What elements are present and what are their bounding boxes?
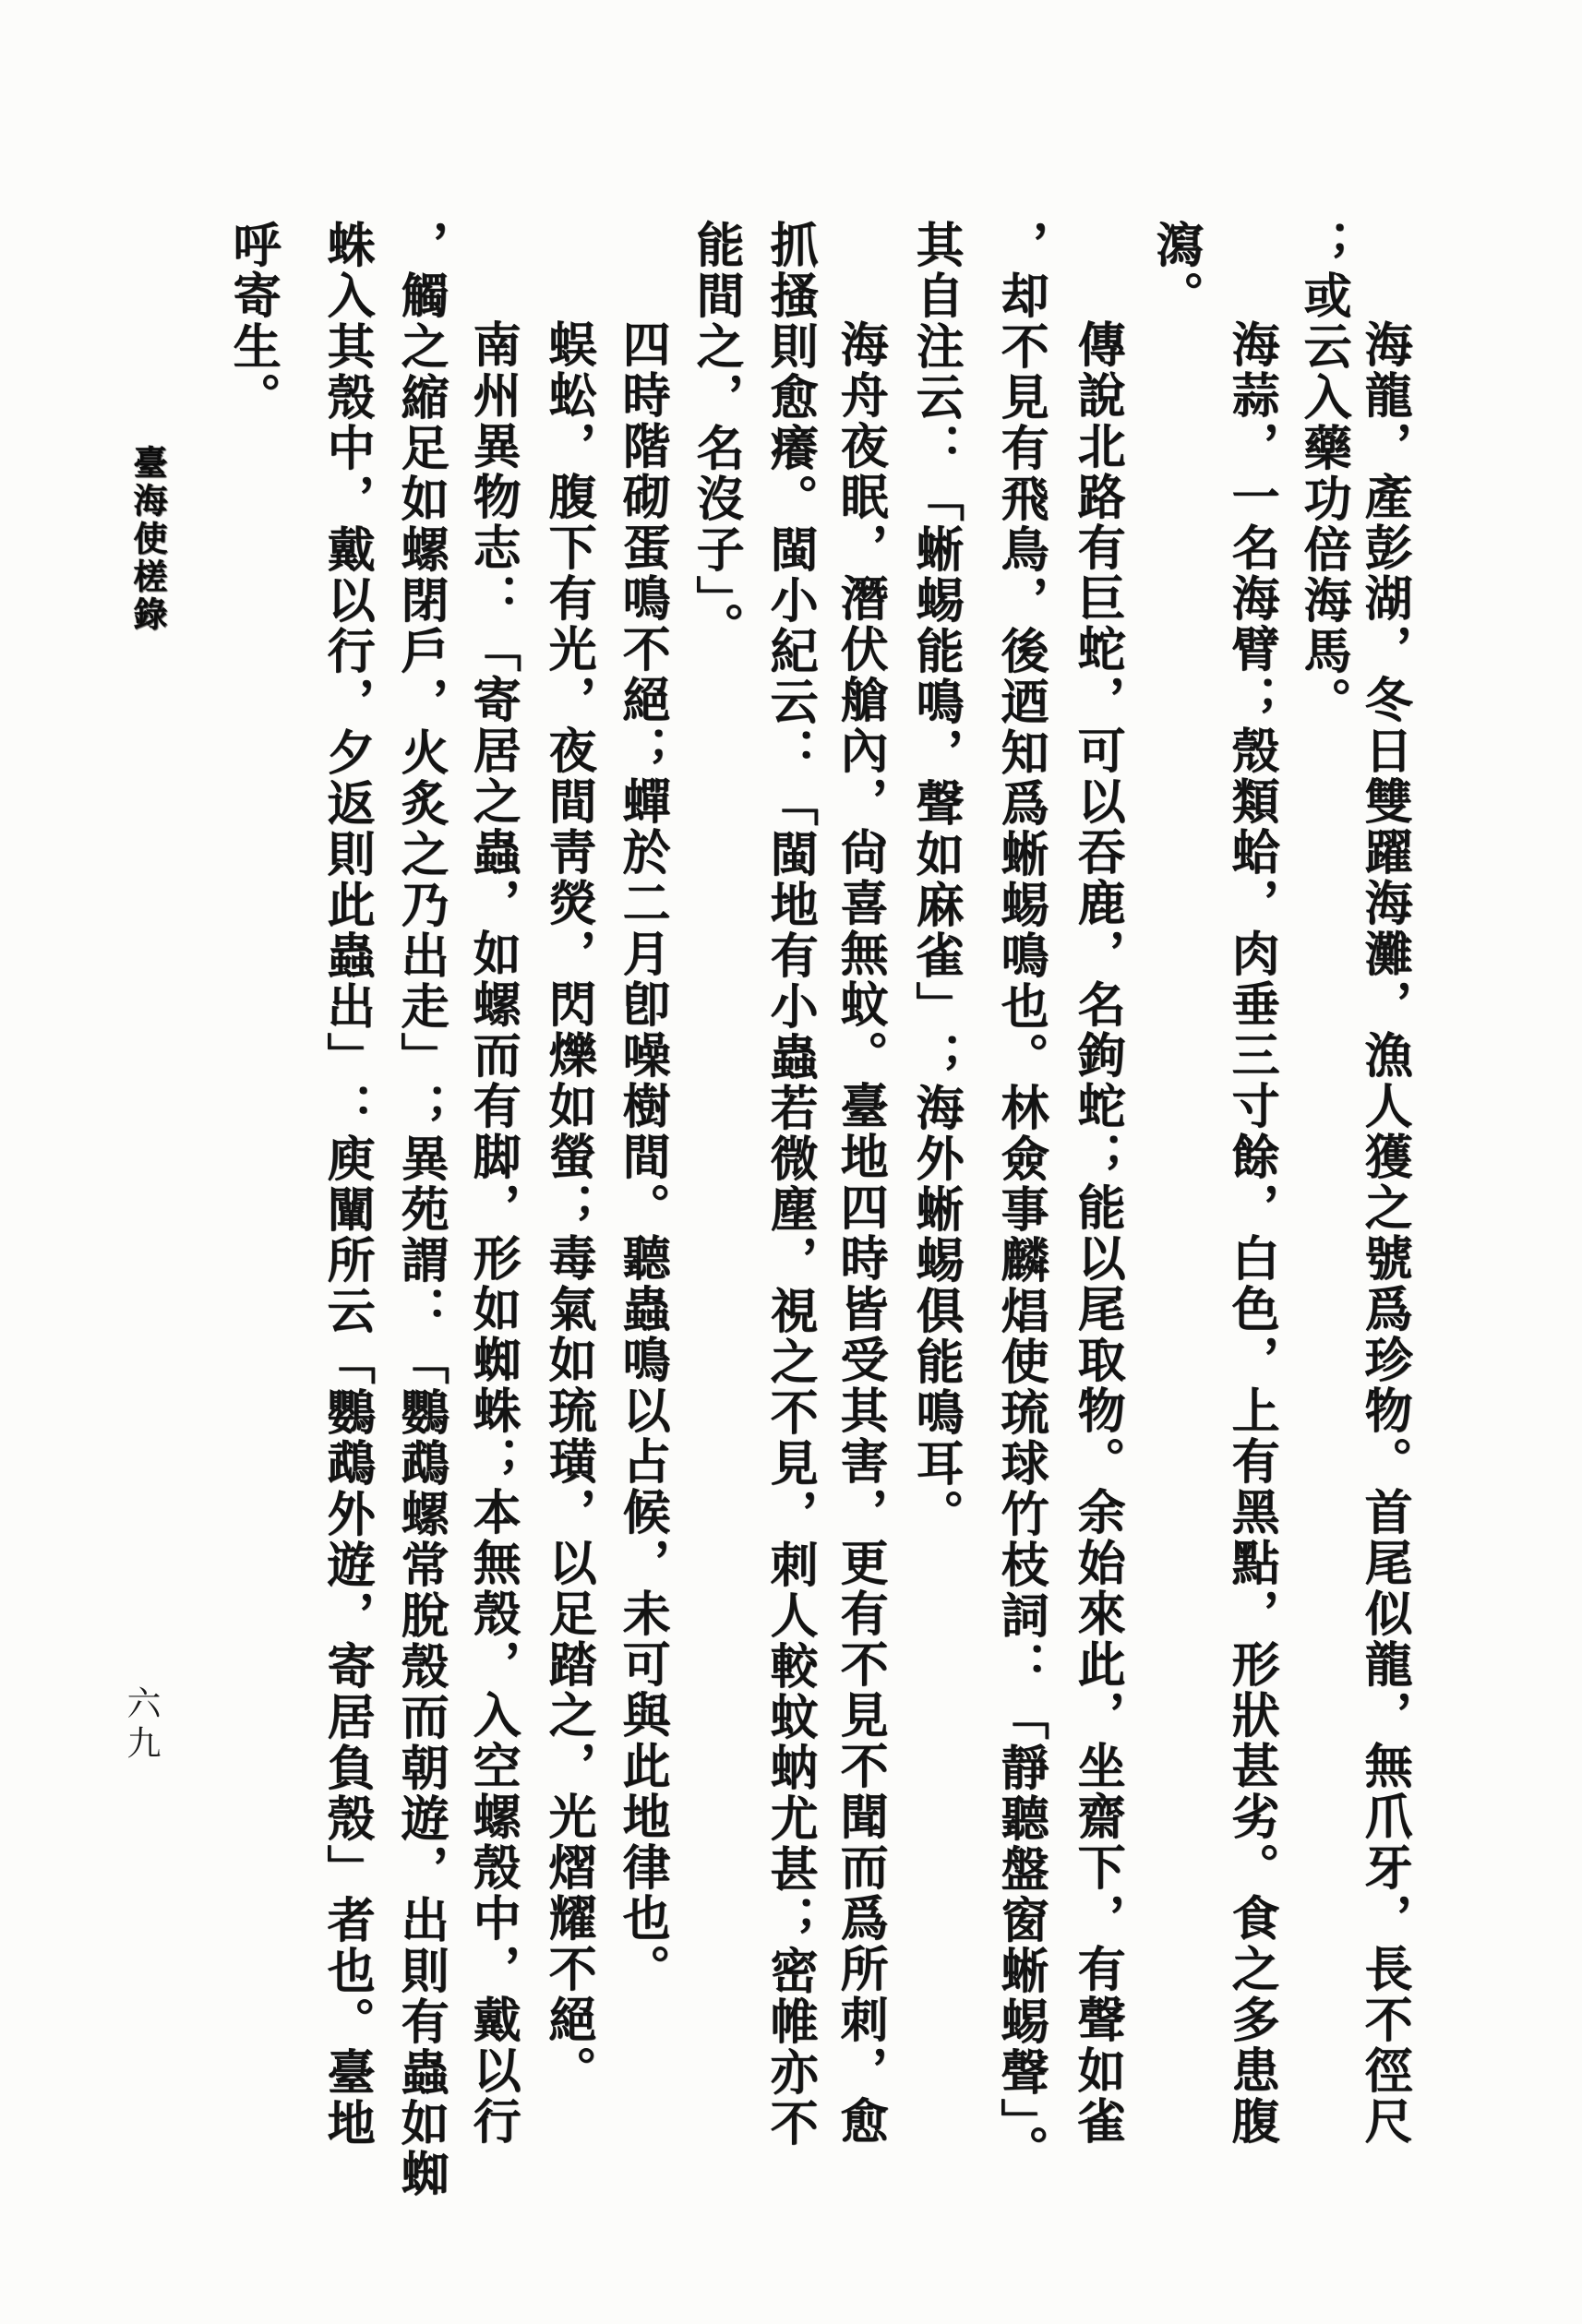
text-column-11: 四時階砌蛋鳴不絕；蟬於二月卽噪樹間。聽蟲鳴以占候，未可與此地律也。	[614, 319, 670, 1995]
text-column-13: 南州異物志：「寄居之蟲，如螺而有脚，形如蜘蛛；本無殼，入空螺殼中，戴以行	[464, 319, 521, 2147]
text-column-2: ；或云入藥功倍海馬。	[1295, 220, 1351, 727]
text-column-14: ，觸之縮足如螺閉戶，火炙之乃出走」；異苑謂：「鸚鵡螺常脫殼而朝遊，出則有蟲如蜘	[392, 220, 449, 2199]
text-column-15: 蛛入其殼中，戴以行，夕返則此蟲出」：庾闡所云「鸚鵡外遊，寄居負殼」者也。臺地	[318, 220, 375, 2149]
text-column-6: ，却不見有飛鳥，後迺知爲蜥蜴鳴也。林僉事麟焻使琉球竹枝詞：「靜聽盤窗蜥蜴聲」。	[992, 220, 1049, 2175]
text-column-5: 傳說北路有巨蛇，可以吞鹿，名鉤蛇；能以尾取物。余始來此，坐齋下，有聲如雀	[1069, 319, 1125, 2147]
text-column-16: 呼寄生。	[224, 220, 281, 423]
text-column-7: 其自注云：「蜥蜴能鳴，聲如麻雀」；海外蜥蜴俱能鳴耳。	[907, 220, 964, 1539]
text-column-9: 抓搔則愈癢。閩小紀云：「閩地有小蟲若微塵，視之不見，刺人較蚊蚋尤甚；密帷亦不	[761, 220, 818, 2149]
page-number: 六九	[121, 1685, 161, 1765]
text-column-8: 海舟夜眠，潛伏艙內，尙喜無蚊。臺地四時皆受其害，更有不見不聞而爲所刺，愈	[832, 319, 888, 2147]
text-column-12: 蜈蚣，腹下有光，夜間靑熒，閃爍如螢；毒氣如琉璜，以足踏之，光熠耀不絕。	[540, 319, 596, 2096]
text-column-10: 能間之，名沒子」。	[688, 220, 744, 653]
text-column-3: 海蒜，一名海臂；殼類蛤，肉垂三寸餘，白色，上有黑點，形狀甚劣。食之多患腹	[1223, 319, 1279, 2147]
text-column-4: 瀉。	[1147, 220, 1204, 321]
text-column-1: 海龍，產彭湖，冬日雙躍海灘，漁人獲之號爲珍物。首尾似龍，無爪牙，長不徑尺	[1356, 319, 1412, 2147]
book-title: 臺海使槎錄	[127, 445, 168, 634]
